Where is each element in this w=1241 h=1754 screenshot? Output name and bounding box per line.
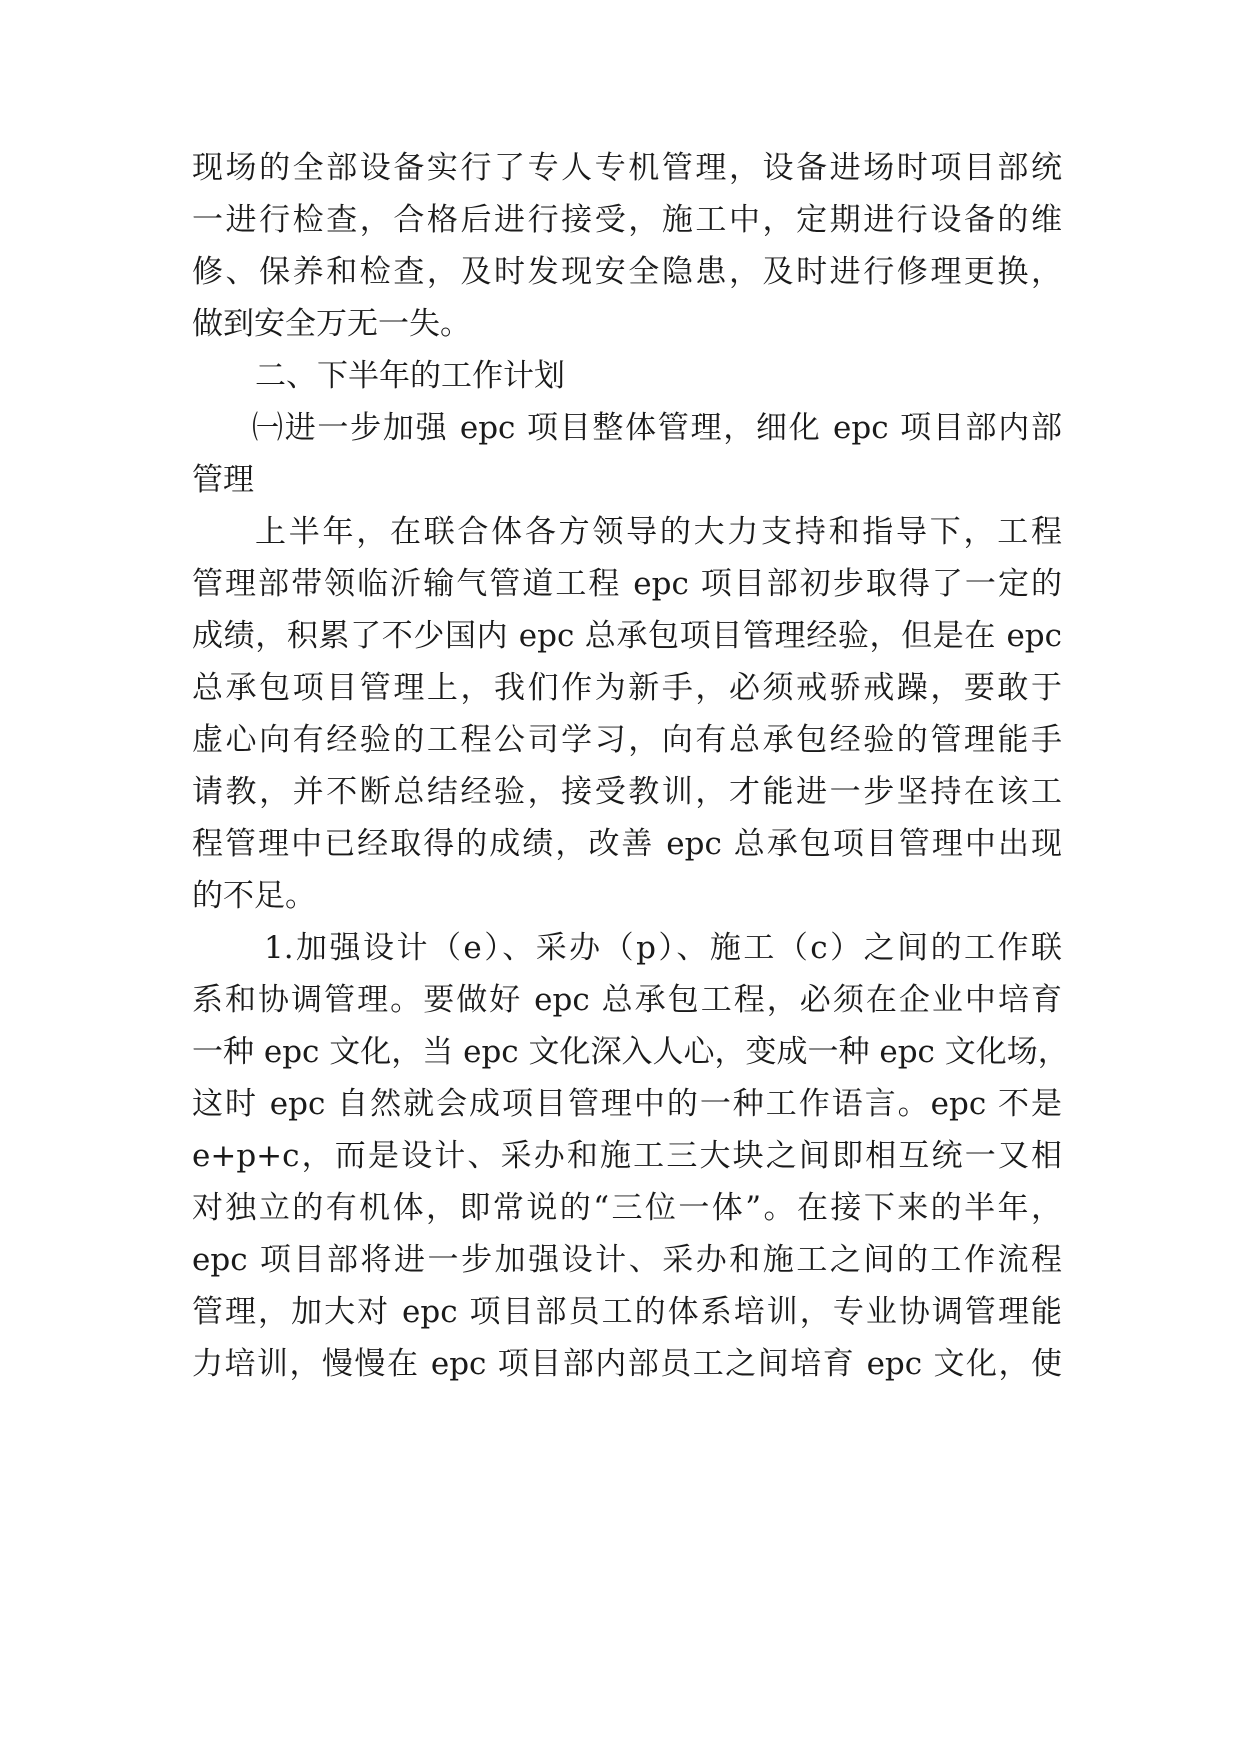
text-line: 对独立的有机体，即常说的“三位一体”。在接下来的半年， <box>192 1190 1062 1226</box>
section-heading: 二、下半年的工作计划 <box>255 358 565 394</box>
text-line: 成绩，积累了不少国内 epc 总承包项目管理经验，但是在 epc <box>192 618 1062 654</box>
paragraph-first-line: 上半年，在联合体各方领导的大力支持和指导下，工程 <box>255 514 1062 550</box>
text-line: 的不足。 <box>192 878 316 914</box>
text-line: 修、保养和检查，及时发现安全隐患，及时进行修理更换， <box>192 254 1062 290</box>
text-line: 系和协调管理。要做好 epc 总承包工程，必须在企业中培育 <box>192 982 1062 1018</box>
text-line: 做到安全万无一失。 <box>192 306 471 342</box>
numbered-item-first-line: 1.加强设计（e）、采办（p）、施工（c）之间的工作联 <box>264 930 1062 966</box>
subsection-heading-continued: 管理 <box>192 462 254 498</box>
text-line: 程管理中已经取得的成绩，改善 epc 总承包项目管理中出现 <box>192 826 1062 862</box>
text-line: 一进行检查，合格后进行接受，施工中，定期进行设备的维 <box>192 202 1062 238</box>
text-line: 一种 epc 文化，当 epc 文化深入人心，变成一种 epc 文化场， <box>192 1034 1069 1070</box>
text-line: 请教，并不断总结经验，接受教训，才能进一步坚持在该工 <box>192 774 1062 810</box>
text-line: 虚心向有经验的工程公司学习，向有总承包经验的管理能手 <box>192 722 1062 758</box>
text-line: e+p+c，而是设计、采办和施工三大块之间即相互统一又相 <box>192 1138 1062 1174</box>
subsection-heading: ㈠进一步加强 epc 项目整体管理，细化 epc 项目部内部 <box>252 410 1062 446</box>
text-line: 力培训，慢慢在 epc 项目部内部员工之间培育 epc 文化，使 <box>192 1346 1062 1382</box>
text-line: 管理，加大对 epc 项目部员工的体系培训，专业协调管理能 <box>192 1294 1062 1330</box>
text-line: 总承包项目管理上，我们作为新手，必须戒骄戒躁，要敢于 <box>192 670 1062 706</box>
text-line: 现场的全部设备实行了专人专机管理，设备进场时项目部统 <box>192 150 1062 186</box>
text-line: 管理部带领临沂输气管道工程 epc 项目部初步取得了一定的 <box>192 566 1062 602</box>
text-line: epc 项目部将进一步加强设计、采办和施工之间的工作流程 <box>192 1242 1062 1278</box>
text-line: 这时 epc 自然就会成项目管理中的一种工作语言。epc 不是 <box>192 1086 1062 1122</box>
